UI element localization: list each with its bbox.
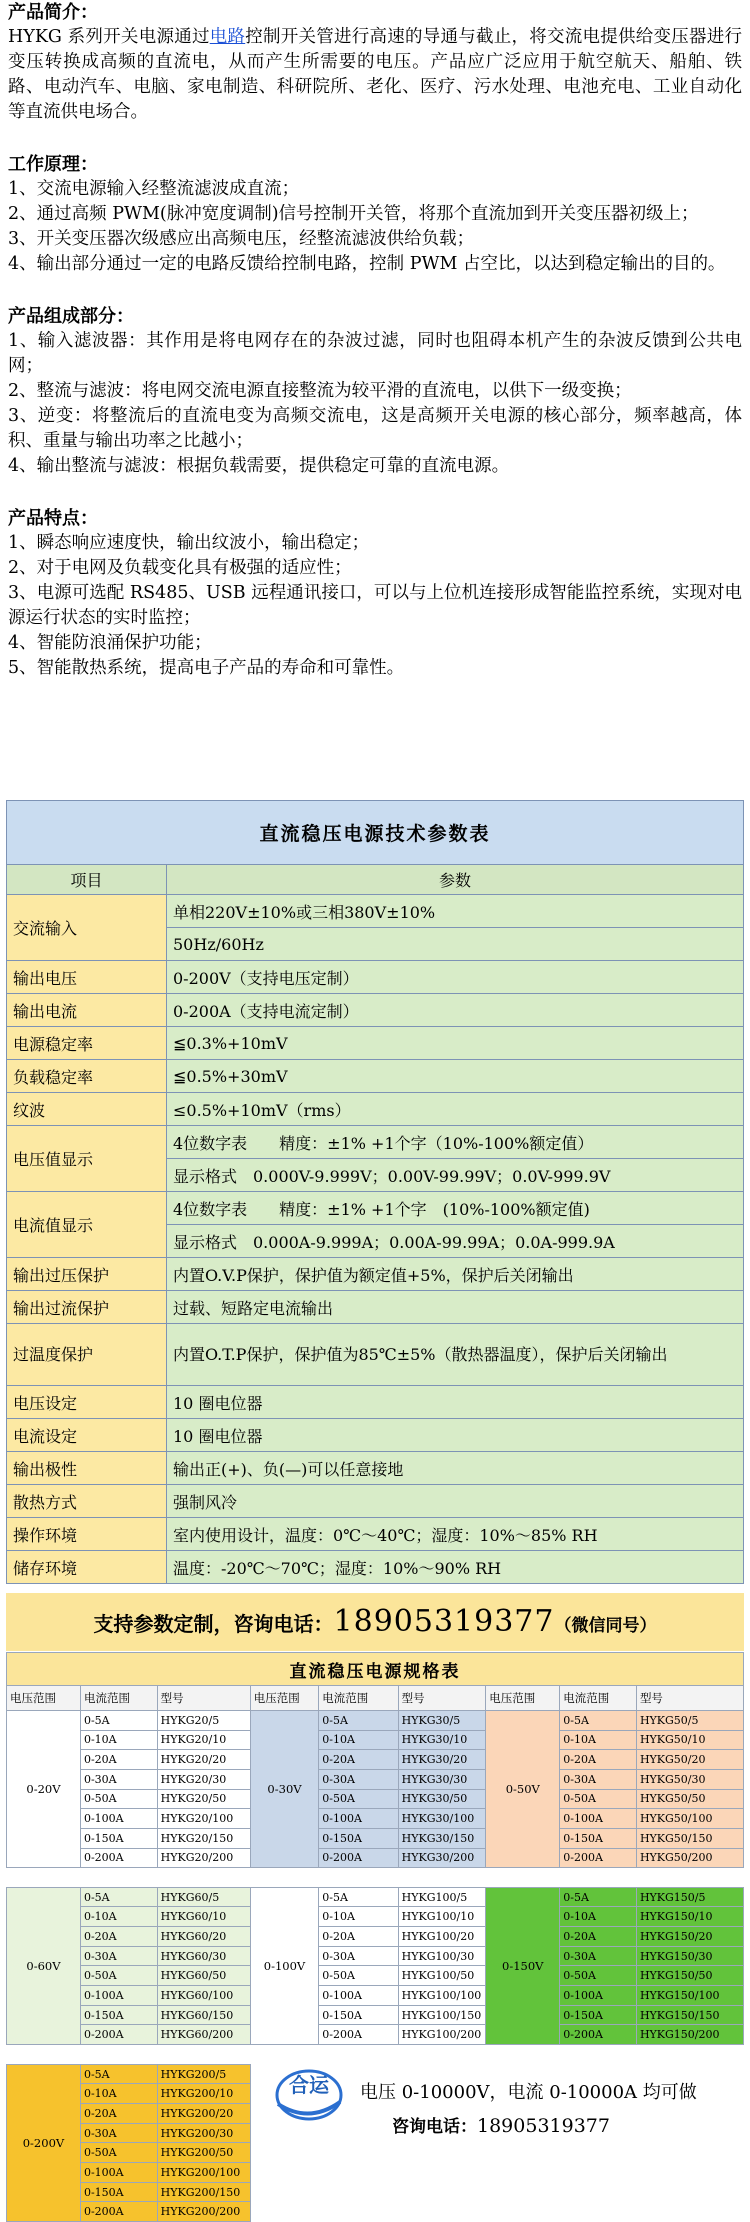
spec-label: 散热方式 bbox=[7, 1485, 167, 1518]
current-range: 0-10A bbox=[80, 2084, 157, 2104]
spec-value: 单相220V±10%或三相380V±10% bbox=[167, 895, 744, 928]
spec-row bbox=[7, 1192, 744, 1225]
model-table bbox=[6, 1652, 744, 2222]
model-number: HYKG150/150 bbox=[636, 2005, 743, 2025]
model-row bbox=[7, 1809, 744, 1829]
model-number: HYKG100/150 bbox=[398, 2005, 486, 2025]
model-row bbox=[7, 2005, 744, 2025]
model-number: HYKG50/150 bbox=[636, 1828, 743, 1848]
bottom-tel-number: 18905319377 bbox=[477, 2115, 610, 2137]
model-number: HYKG20/30 bbox=[157, 1769, 250, 1789]
current-range: 0-5A bbox=[80, 1887, 157, 1907]
model-number: HYKG200/200 bbox=[157, 2202, 250, 2222]
voltage-range: 0-150V bbox=[486, 1887, 560, 2044]
spec-value: ≦0.3%+10mV bbox=[167, 1027, 744, 1060]
current-range: 0-5A bbox=[80, 1710, 157, 1730]
spec-value: 50Hz/60Hz bbox=[167, 928, 744, 961]
model-number: HYKG100/200 bbox=[398, 2025, 486, 2045]
model-number: HYKG150/30 bbox=[636, 1946, 743, 1966]
current-range: 0-30A bbox=[560, 1769, 637, 1789]
current-range: 0-100A bbox=[560, 1809, 637, 1829]
spec-row bbox=[7, 1258, 744, 1291]
model-number: HYKG50/10 bbox=[636, 1730, 743, 1750]
current-range: 0-200A bbox=[319, 2025, 398, 2045]
spec-row bbox=[7, 1093, 744, 1126]
current-range: 0-20A bbox=[560, 1750, 637, 1770]
current-range: 0-200A bbox=[80, 2202, 157, 2222]
model-number: HYKG100/5 bbox=[398, 1887, 486, 1907]
spec-label: 输出电压 bbox=[7, 961, 167, 994]
model-number: HYKG50/50 bbox=[636, 1789, 743, 1809]
model-number: HYKG20/5 bbox=[157, 1710, 250, 1730]
spec-row bbox=[7, 1291, 744, 1324]
spec-label: 输出电流 bbox=[7, 994, 167, 1027]
spec-value: 过载、短路定电流输出 bbox=[167, 1291, 744, 1324]
current-range: 0-20A bbox=[319, 1927, 398, 1947]
intro-section bbox=[8, 0, 742, 790]
model-row bbox=[7, 1966, 744, 1986]
current-range: 0-50A bbox=[80, 1966, 157, 1986]
current-range: 0-20A bbox=[560, 1927, 637, 1947]
model-row bbox=[7, 1946, 744, 1966]
model-number: HYKG100/20 bbox=[398, 1927, 486, 1947]
spec-row bbox=[7, 1027, 744, 1060]
spec-label: 交流输入 bbox=[7, 895, 167, 961]
model-number: HYKG30/20 bbox=[398, 1750, 486, 1770]
current-range: 0-50A bbox=[80, 1789, 157, 1809]
spec-label: 负载稳定率 bbox=[7, 1060, 167, 1093]
voltage-range: 0-60V bbox=[7, 1887, 81, 2044]
spec-row bbox=[7, 1126, 744, 1159]
intro-title: 产品简介 ： bbox=[8, 0, 742, 25]
principle-item: 1、交流电源输入经整流滤波成直流； bbox=[8, 179, 300, 199]
model-number: HYKG150/50 bbox=[636, 1966, 743, 1986]
spec-value: 室内使用设计，温度：0℃～40℃；湿度：10%～85% RH bbox=[167, 1518, 744, 1551]
model-row bbox=[7, 1769, 744, 1789]
voltage-range: 0-30V bbox=[250, 1710, 318, 1867]
features-list bbox=[8, 531, 742, 681]
model-row bbox=[7, 1986, 744, 2006]
model-number: HYKG60/50 bbox=[157, 1966, 250, 1986]
spec-value: 10 圈电位器 bbox=[167, 1419, 744, 1452]
current-range: 0-150A bbox=[319, 1828, 398, 1848]
model-number: HYKG60/200 bbox=[157, 2025, 250, 2045]
current-range: 0-100A bbox=[80, 2163, 157, 2183]
model-number: HYKG20/20 bbox=[157, 1750, 250, 1770]
model-number: HYKG100/50 bbox=[398, 1966, 486, 1986]
model-number: HYKG100/10 bbox=[398, 1907, 486, 1927]
hotline-number: 18905319377 bbox=[333, 1604, 555, 1639]
spec-caption: 直流稳压电源技术参数表 bbox=[7, 801, 744, 865]
composition-title: 产品组成部分 ： bbox=[8, 304, 742, 329]
model-number: HYKG60/5 bbox=[157, 1887, 250, 1907]
circuit-link[interactable]: 电路 bbox=[209, 27, 246, 47]
spec-row bbox=[7, 1452, 744, 1485]
spec-label: 储存环境 bbox=[7, 1551, 167, 1584]
current-range: 0-200A bbox=[560, 2025, 637, 2045]
features-item: 1、瞬态响应速度快，输出纹波小，输出稳定； bbox=[8, 533, 370, 553]
model-number: HYKG20/100 bbox=[157, 1809, 250, 1829]
current-range: 0-150A bbox=[80, 1828, 157, 1848]
current-range: 0-50A bbox=[560, 1966, 637, 1986]
model-number: HYKG200/50 bbox=[157, 2143, 250, 2163]
company-logo bbox=[272, 2062, 346, 2124]
composition-item: 4、输出整流与滤波：根据负载需要，提供稳定可靠的直流电源。 bbox=[8, 456, 510, 476]
current-range: 0-10A bbox=[319, 1907, 398, 1927]
model-number: HYKG50/20 bbox=[636, 1750, 743, 1770]
model-number: HYKG20/10 bbox=[157, 1730, 250, 1750]
current-range: 0-150A bbox=[80, 2005, 157, 2025]
current-range: 0-30A bbox=[560, 1946, 637, 1966]
spec-row bbox=[7, 1324, 744, 1386]
model-head-cell: 电流范围 bbox=[80, 1686, 157, 1711]
spec-value: 0-200A（支持电流定制） bbox=[167, 994, 744, 1027]
model-number: HYKG30/50 bbox=[398, 1789, 486, 1809]
spec-value: 0-200V（支持电压定制） bbox=[167, 961, 744, 994]
model-number: HYKG60/150 bbox=[157, 2005, 250, 2025]
model-head-cell: 电压范围 bbox=[250, 1686, 318, 1711]
group-gap bbox=[7, 2045, 744, 2065]
current-range: 0-5A bbox=[319, 1710, 398, 1730]
features-item: 3、电源可选配 RS485、USB 远程通讯接口，可以与上位机连接形成智能监控系统，实现对电源运行状态的实时监控； bbox=[8, 583, 742, 628]
model-number: HYKG60/100 bbox=[157, 1986, 250, 2006]
spec-row bbox=[7, 1485, 744, 1518]
current-range: 0-30A bbox=[80, 1769, 157, 1789]
current-range: 0-150A bbox=[560, 1828, 637, 1848]
spec-value: 内置O.V.P保护，保护值为额定值+5%，保护后关闭输出 bbox=[167, 1258, 744, 1291]
current-range: 0-5A bbox=[560, 1887, 637, 1907]
model-row bbox=[7, 1710, 744, 1730]
model-number: HYKG200/30 bbox=[157, 2123, 250, 2143]
spec-row bbox=[7, 961, 744, 994]
spec-value: 显示格式 0.000A-9.999A；0.00A-99.99A；0.0A-999.9A bbox=[167, 1225, 744, 1258]
spec-label: 电流设定 bbox=[7, 1419, 167, 1452]
spec-label: 输出过压保护 bbox=[7, 1258, 167, 1291]
current-range: 0-100A bbox=[80, 1809, 157, 1829]
spec-label: 电压设定 bbox=[7, 1386, 167, 1419]
voltage-range: 0-50V bbox=[486, 1710, 560, 1867]
model-number: HYKG100/100 bbox=[398, 1986, 486, 2006]
model-number: HYKG50/5 bbox=[636, 1710, 743, 1730]
spec-label: 过温度保护 bbox=[7, 1324, 167, 1386]
spec-row bbox=[7, 1386, 744, 1419]
model-number: HYKG30/30 bbox=[398, 1769, 486, 1789]
voltage-range: 0-20V bbox=[7, 1710, 81, 1867]
current-range: 0-150A bbox=[319, 2005, 398, 2025]
current-range: 0-200A bbox=[319, 1848, 398, 1868]
composition-item: 2、整流与滤波：将电网交流电源直接整流为较平滑的直流电，以供下一级变换； bbox=[8, 381, 632, 401]
spec-row bbox=[7, 1518, 744, 1551]
hotline-prefix: 支持参数定制，咨询电话： bbox=[93, 1612, 334, 1636]
hotline-suffix: （微信同号） bbox=[554, 1616, 657, 1636]
current-range: 0-100A bbox=[80, 1986, 157, 2006]
current-range: 0-100A bbox=[560, 1986, 637, 2006]
current-range: 0-30A bbox=[319, 1769, 398, 1789]
voltage-range: 0-200V bbox=[7, 2064, 81, 2221]
model-row bbox=[7, 1887, 744, 1907]
model-number: HYKG200/10 bbox=[157, 2084, 250, 2104]
spec-head-item: 项目 bbox=[7, 865, 167, 895]
model-number: HYKG150/200 bbox=[636, 2025, 743, 2045]
current-range: 0-150A bbox=[80, 2182, 157, 2202]
current-range: 0-5A bbox=[319, 1887, 398, 1907]
current-range: 0-150A bbox=[560, 2005, 637, 2025]
spec-value: 强制风冷 bbox=[167, 1485, 744, 1518]
spec-label: 操作环境 bbox=[7, 1518, 167, 1551]
model-head-cell: 电流范围 bbox=[319, 1686, 398, 1711]
spec-label: 电源稳定率 bbox=[7, 1027, 167, 1060]
features-item: 4、智能防浪涌保护功能； bbox=[8, 633, 212, 653]
model-number: HYKG20/50 bbox=[157, 1789, 250, 1809]
current-range: 0-10A bbox=[80, 1907, 157, 1927]
spec-value: 4位数字表 精度：±1% +1个字 (10%-100%额定值) bbox=[167, 1192, 744, 1225]
model-number: HYKG200/150 bbox=[157, 2182, 250, 2202]
model-row bbox=[7, 1789, 744, 1809]
current-range: 0-20A bbox=[80, 1750, 157, 1770]
model-number: HYKG30/100 bbox=[398, 1809, 486, 1829]
model-number: HYKG150/20 bbox=[636, 1927, 743, 1947]
model-number: HYKG60/20 bbox=[157, 1927, 250, 1947]
spec-row bbox=[7, 994, 744, 1027]
model-number: HYKG30/200 bbox=[398, 1848, 486, 1868]
features-title: 产品特点 ： bbox=[8, 506, 742, 531]
model-row bbox=[7, 1927, 744, 1947]
composition-item: 1、输入滤波器：其作用是将电网存在的杂波过滤，同时也阻碍本机产生的杂波反馈到公共电网； bbox=[8, 331, 742, 376]
model-caption: 直流稳压电源规格表 bbox=[7, 1653, 744, 1686]
current-range: 0-10A bbox=[560, 1730, 637, 1750]
current-range: 0-200A bbox=[80, 2025, 157, 2045]
features-item: 5、智能散热系统，提高电子产品的寿命和可靠性。 bbox=[8, 658, 405, 678]
spec-value: 温度：-20℃～70℃；湿度：10%～90% RH bbox=[167, 1551, 744, 1584]
current-range: 0-20A bbox=[80, 2104, 157, 2124]
spec-head-param: 参数 bbox=[167, 865, 744, 895]
current-range: 0-30A bbox=[80, 1946, 157, 1966]
model-number: HYKG50/200 bbox=[636, 1848, 743, 1868]
current-range: 0-30A bbox=[319, 1946, 398, 1966]
principle-item: 2、通过高频 PWM(脉冲宽度调制)信号控制开关管，将那个直流加到开关变压器初级上； bbox=[8, 204, 699, 224]
bottom-tel-label: 咨询电话： bbox=[392, 2117, 477, 2137]
intro-paragraph bbox=[8, 25, 742, 125]
current-range: 0-30A bbox=[80, 2123, 157, 2143]
current-range: 0-10A bbox=[560, 1907, 637, 1927]
current-range: 0-100A bbox=[319, 1986, 398, 2006]
spec-row bbox=[7, 1551, 744, 1584]
model-number: HYKG200/100 bbox=[157, 2163, 250, 2183]
model-number: HYKG20/150 bbox=[157, 1828, 250, 1848]
model-number: HYKG30/150 bbox=[398, 1828, 486, 1848]
principle-item: 4、输出部分通过一定的电路反馈给控制电路，控制 PWM 占空比，以达到稳定输出的目的。 bbox=[8, 254, 726, 274]
current-range: 0-100A bbox=[319, 1809, 398, 1829]
spec-row bbox=[7, 1060, 744, 1093]
current-range: 0-50A bbox=[80, 2143, 157, 2163]
model-number: HYKG100/30 bbox=[398, 1946, 486, 1966]
principle-item: 3、开关变压器次级感应出高频电压，经整流滤波供给负载； bbox=[8, 229, 475, 249]
spec-value: 4位数字表 精度：±1% +1个字（10%-100%额定值） bbox=[167, 1126, 744, 1159]
principle-list bbox=[8, 177, 742, 277]
model-number: HYKG150/10 bbox=[636, 1907, 743, 1927]
current-range: 0-10A bbox=[80, 1730, 157, 1750]
model-number: HYKG30/5 bbox=[398, 1710, 486, 1730]
spec-label: 输出极性 bbox=[7, 1452, 167, 1485]
model-head-cell: 电压范围 bbox=[7, 1686, 81, 1711]
current-range: 0-200A bbox=[560, 1848, 637, 1868]
logo-text: 合运 bbox=[289, 2073, 329, 2097]
model-number: HYKG50/30 bbox=[636, 1769, 743, 1789]
model-head-cell: 电压范围 bbox=[486, 1686, 560, 1711]
group-gap bbox=[7, 1868, 744, 1888]
spec-label: 纹波 bbox=[7, 1093, 167, 1126]
principle-title: 工作原理 ： bbox=[8, 152, 742, 177]
intro-text-1: HYKG 系列开关电源通过 bbox=[8, 27, 210, 47]
current-range: 0-20A bbox=[80, 1927, 157, 1947]
model-number: HYKG60/10 bbox=[157, 1907, 250, 1927]
voltage-range: 0-100V bbox=[250, 1887, 318, 2044]
model-head-cell: 型号 bbox=[636, 1686, 743, 1711]
model-head-cell: 型号 bbox=[398, 1686, 486, 1711]
spec-value: 输出正(+)、负(—)可以任意接地 bbox=[167, 1452, 744, 1485]
current-range: 0-20A bbox=[319, 1750, 398, 1770]
features-item: 2、对于电网及负载变化具有极强的适应性； bbox=[8, 558, 352, 578]
intro-text-2: 控制开关管进行高速的导通与截止，将交流电提供给变压器进行变压转换成高频的直流电，从而产生所需要的电压。产品应广泛应用于航空航天、船舶、铁路、电动汽车、电脑、家电制造、科研院所、老化、医疗、污水处理、电池充电、工业自动化等直流供电场合。 bbox=[8, 27, 743, 122]
spec-value: 10 圈电位器 bbox=[167, 1386, 744, 1419]
composition-item: 3、逆变：将整流后的直流电变为高频交流电，这是高频开关电源的核心部分，频率越高，体积、重量与输出功率之比越小； bbox=[8, 406, 742, 451]
current-range: 0-50A bbox=[319, 1966, 398, 1986]
spec-label: 输出过流保护 bbox=[7, 1291, 167, 1324]
spec-value: ≤0.5%+10mV（rms） bbox=[167, 1093, 744, 1126]
spec-value: 显示格式 0.000V-9.999V；0.00V-99.99V；0.0V-999.9V bbox=[167, 1159, 744, 1192]
current-range: 0-200A bbox=[80, 1848, 157, 1868]
model-row bbox=[7, 1730, 744, 1750]
current-range: 0-50A bbox=[560, 1789, 637, 1809]
model-row bbox=[7, 1907, 744, 1927]
model-number: HYKG200/5 bbox=[157, 2064, 250, 2084]
hotline-banner bbox=[6, 1593, 744, 1651]
model-number: HYKG30/10 bbox=[398, 1730, 486, 1750]
model-number: HYKG20/200 bbox=[157, 1848, 250, 1868]
bottom-contact bbox=[392, 2112, 610, 2137]
current-range: 0-5A bbox=[80, 2064, 157, 2084]
current-range: 0-50A bbox=[319, 1789, 398, 1809]
composition-list bbox=[8, 329, 742, 479]
model-row bbox=[7, 2025, 744, 2045]
model-head-cell: 电流范围 bbox=[560, 1686, 637, 1711]
model-number: HYKG50/100 bbox=[636, 1809, 743, 1829]
spec-label: 电流值显示 bbox=[7, 1192, 167, 1258]
model-row bbox=[7, 1750, 744, 1770]
current-range: 0-10A bbox=[319, 1730, 398, 1750]
model-number: HYKG60/30 bbox=[157, 1946, 250, 1966]
current-range: 0-5A bbox=[560, 1710, 637, 1730]
model-head-cell: 型号 bbox=[157, 1686, 250, 1711]
model-number: HYKG150/100 bbox=[636, 1986, 743, 2006]
spec-label: 电压值显示 bbox=[7, 1126, 167, 1192]
spec-row bbox=[7, 895, 744, 928]
spec-table bbox=[6, 800, 744, 1584]
model-row bbox=[7, 1828, 744, 1848]
capacity-note: 电压 0-10000V，电流 0-10000A 均可做 bbox=[360, 2082, 697, 2103]
spec-value: ≦0.5%+30mV bbox=[167, 1060, 744, 1093]
model-row bbox=[7, 1848, 744, 1868]
model-number: HYKG150/5 bbox=[636, 1887, 743, 1907]
spec-row bbox=[7, 1419, 744, 1452]
model-number: HYKG200/20 bbox=[157, 2104, 250, 2124]
spec-value: 内置O.T.P保护，保护值为85℃±5%（散热器温度），保护后关闭输出 bbox=[167, 1324, 744, 1386]
